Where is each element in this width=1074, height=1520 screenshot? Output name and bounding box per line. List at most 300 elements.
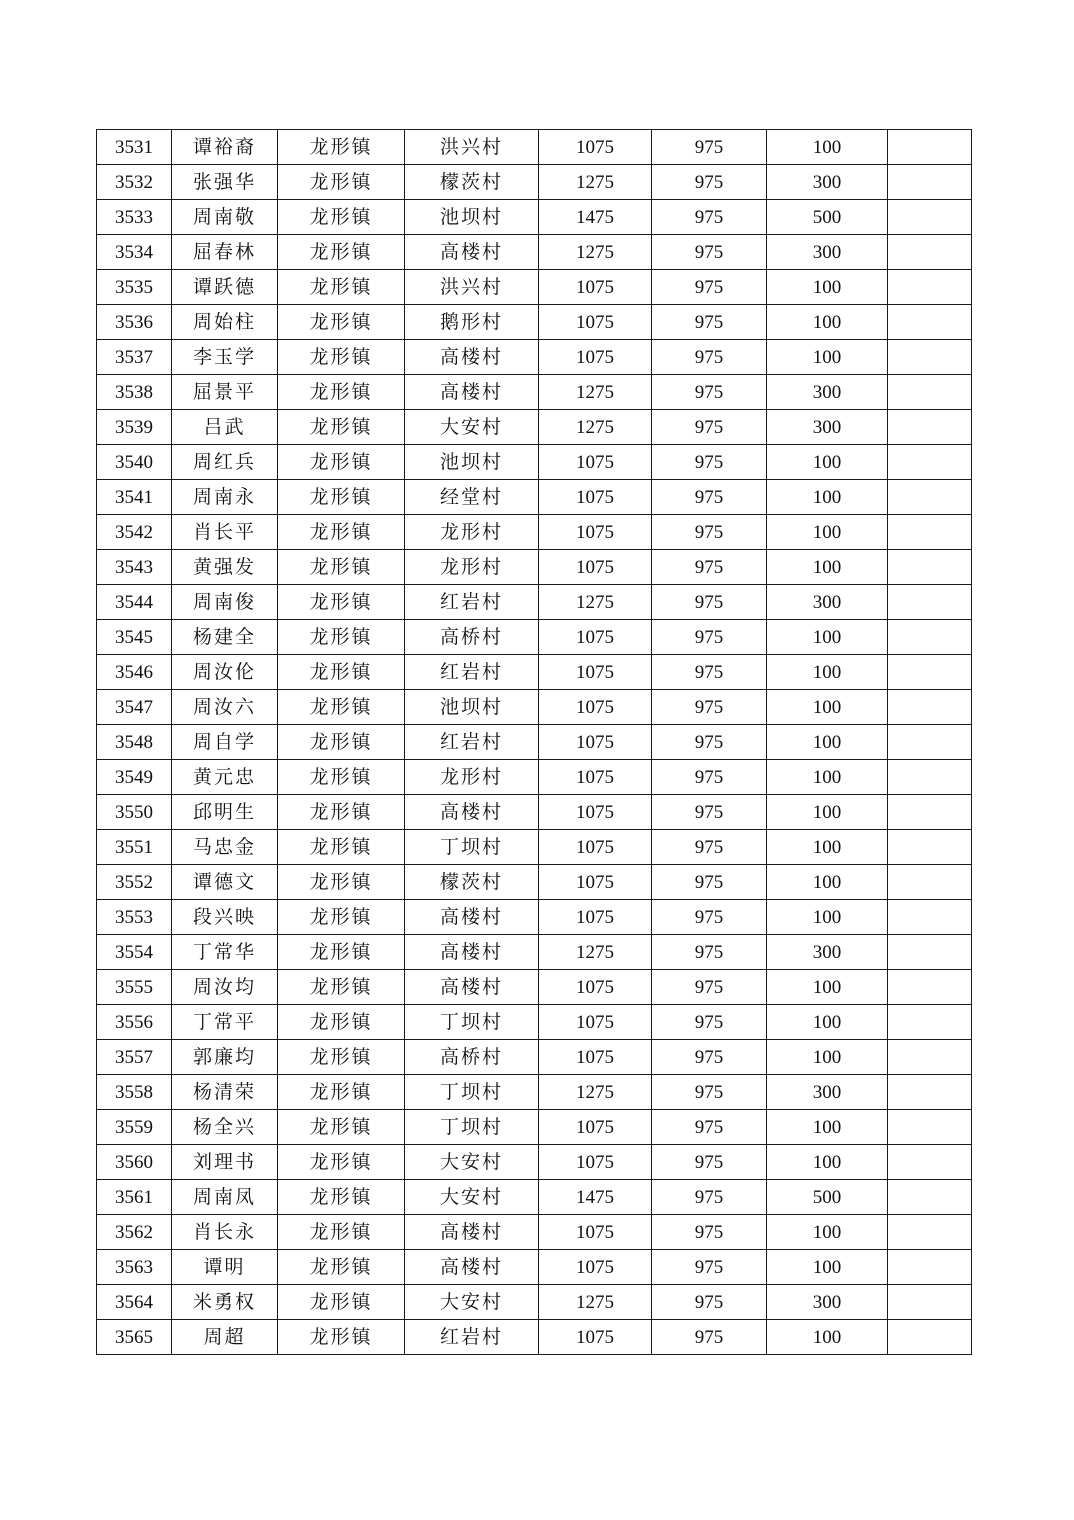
record-number: 3555 [97,970,172,1005]
person-name: 马忠金 [172,830,278,865]
village-name: 红岩村 [405,725,539,760]
village-name: 檬茨村 [405,865,539,900]
note-cell [888,725,972,760]
table-row [97,1215,972,1250]
table-row [97,1250,972,1285]
base-amount: 975 [652,130,767,165]
base-amount: 975 [652,550,767,585]
total-amount: 1275 [539,935,652,970]
extra-amount: 500 [767,1180,888,1215]
town-name: 龙形镇 [278,1180,405,1215]
total-amount: 1075 [539,830,652,865]
table-row [97,655,972,690]
village-name: 丁坝村 [405,1110,539,1145]
extra-amount: 100 [767,130,888,165]
town-name: 龙形镇 [278,1005,405,1040]
base-amount: 975 [652,1180,767,1215]
village-name: 龙形村 [405,760,539,795]
note-cell [888,130,972,165]
base-amount: 975 [652,1250,767,1285]
note-cell [888,585,972,620]
person-name: 杨建全 [172,620,278,655]
extra-amount: 100 [767,270,888,305]
town-name: 龙形镇 [278,515,405,550]
note-cell [888,165,972,200]
record-number: 3547 [97,690,172,725]
table-row [97,935,972,970]
total-amount: 1275 [539,410,652,445]
total-amount: 1075 [539,1040,652,1075]
town-name: 龙形镇 [278,935,405,970]
total-amount: 1075 [539,900,652,935]
person-name: 周南凤 [172,1180,278,1215]
record-number: 3551 [97,830,172,865]
note-cell [888,1285,972,1320]
town-name: 龙形镇 [278,305,405,340]
base-amount: 975 [652,340,767,375]
base-amount: 975 [652,410,767,445]
extra-amount: 100 [767,795,888,830]
total-amount: 1275 [539,585,652,620]
extra-amount: 100 [767,690,888,725]
total-amount: 1275 [539,235,652,270]
table-row [97,515,972,550]
record-number: 3550 [97,795,172,830]
extra-amount: 100 [767,1040,888,1075]
table-row [97,830,972,865]
person-name: 周自学 [172,725,278,760]
base-amount: 975 [652,165,767,200]
town-name: 龙形镇 [278,1250,405,1285]
note-cell [888,235,972,270]
town-name: 龙形镇 [278,655,405,690]
base-amount: 975 [652,795,767,830]
base-amount: 975 [652,830,767,865]
base-amount: 975 [652,1005,767,1040]
village-name: 龙形村 [405,515,539,550]
extra-amount: 300 [767,375,888,410]
table-row [97,725,972,760]
village-name: 高楼村 [405,900,539,935]
village-name: 高楼村 [405,235,539,270]
person-name: 周红兵 [172,445,278,480]
extra-amount: 300 [767,1075,888,1110]
base-amount: 975 [652,1215,767,1250]
note-cell [888,935,972,970]
record-number: 3531 [97,130,172,165]
town-name: 龙形镇 [278,725,405,760]
note-cell [888,795,972,830]
record-number: 3548 [97,725,172,760]
person-name: 黄强发 [172,550,278,585]
table-row [97,270,972,305]
village-name: 丁坝村 [405,830,539,865]
person-name: 吕武 [172,410,278,445]
total-amount: 1075 [539,690,652,725]
extra-amount: 300 [767,165,888,200]
person-name: 肖长永 [172,1215,278,1250]
town-name: 龙形镇 [278,270,405,305]
person-name: 周汝六 [172,690,278,725]
extra-amount: 100 [767,1005,888,1040]
base-amount: 975 [652,725,767,760]
record-number: 3542 [97,515,172,550]
person-name: 屈春林 [172,235,278,270]
person-name: 邱明生 [172,795,278,830]
extra-amount: 100 [767,900,888,935]
record-number: 3560 [97,1145,172,1180]
record-number: 3532 [97,165,172,200]
village-name: 大安村 [405,410,539,445]
base-amount: 975 [652,270,767,305]
base-amount: 975 [652,585,767,620]
person-name: 段兴映 [172,900,278,935]
table-row [97,445,972,480]
person-name: 谭德文 [172,865,278,900]
note-cell [888,305,972,340]
total-amount: 1075 [539,1110,652,1145]
village-name: 丁坝村 [405,1075,539,1110]
record-number: 3554 [97,935,172,970]
extra-amount: 100 [767,1110,888,1145]
village-name: 池坝村 [405,690,539,725]
extra-amount: 100 [767,865,888,900]
note-cell [888,1320,972,1355]
village-name: 池坝村 [405,200,539,235]
base-amount: 975 [652,970,767,1005]
person-name: 谭明 [172,1250,278,1285]
village-name: 大安村 [405,1180,539,1215]
base-amount: 975 [652,935,767,970]
note-cell [888,200,972,235]
town-name: 龙形镇 [278,830,405,865]
note-cell [888,1075,972,1110]
town-name: 龙形镇 [278,1075,405,1110]
village-name: 高桥村 [405,1040,539,1075]
base-amount: 975 [652,1320,767,1355]
village-name: 洪兴村 [405,270,539,305]
note-cell [888,550,972,585]
extra-amount: 100 [767,1145,888,1180]
table-row [97,1320,972,1355]
extra-amount: 300 [767,235,888,270]
town-name: 龙形镇 [278,550,405,585]
total-amount: 1275 [539,375,652,410]
record-number: 3564 [97,1285,172,1320]
person-name: 周始柱 [172,305,278,340]
extra-amount: 300 [767,410,888,445]
table-row [97,200,972,235]
total-amount: 1075 [539,970,652,1005]
note-cell [888,865,972,900]
record-number: 3545 [97,620,172,655]
table-row [97,165,972,200]
table-row [97,375,972,410]
person-name: 黄元忠 [172,760,278,795]
note-cell [888,1005,972,1040]
base-amount: 975 [652,200,767,235]
note-cell [888,900,972,935]
person-name: 肖长平 [172,515,278,550]
total-amount: 1075 [539,550,652,585]
record-number: 3557 [97,1040,172,1075]
note-cell [888,690,972,725]
town-name: 龙形镇 [278,760,405,795]
total-amount: 1075 [539,1145,652,1180]
village-name: 红岩村 [405,655,539,690]
record-number: 3536 [97,305,172,340]
record-number: 3561 [97,1180,172,1215]
town-name: 龙形镇 [278,130,405,165]
total-amount: 1075 [539,445,652,480]
village-name: 龙形村 [405,550,539,585]
base-amount: 975 [652,480,767,515]
extra-amount: 100 [767,1215,888,1250]
village-name: 池坝村 [405,445,539,480]
note-cell [888,1215,972,1250]
record-number: 3553 [97,900,172,935]
total-amount: 1075 [539,130,652,165]
person-name: 周汝均 [172,970,278,1005]
table-row [97,620,972,655]
table-row [97,235,972,270]
note-cell [888,760,972,795]
record-number: 3552 [97,865,172,900]
town-name: 龙形镇 [278,480,405,515]
record-number: 3533 [97,200,172,235]
total-amount: 1075 [539,760,652,795]
table-row [97,480,972,515]
total-amount: 1075 [539,305,652,340]
table-row [97,550,972,585]
record-number: 3565 [97,1320,172,1355]
note-cell [888,1145,972,1180]
village-name: 洪兴村 [405,130,539,165]
record-number: 3544 [97,585,172,620]
table-row [97,1145,972,1180]
note-cell [888,375,972,410]
roster-body [97,130,972,1355]
base-amount: 975 [652,1145,767,1180]
table-row [97,865,972,900]
record-number: 3541 [97,480,172,515]
table-row [97,585,972,620]
person-name: 屈景平 [172,375,278,410]
record-number: 3556 [97,1005,172,1040]
table-row [97,1075,972,1110]
note-cell [888,970,972,1005]
town-name: 龙形镇 [278,375,405,410]
record-number: 3563 [97,1250,172,1285]
person-name: 杨全兴 [172,1110,278,1145]
extra-amount: 300 [767,935,888,970]
extra-amount: 100 [767,725,888,760]
note-cell [888,410,972,445]
table-row [97,1285,972,1320]
village-name: 高楼村 [405,1215,539,1250]
town-name: 龙形镇 [278,690,405,725]
total-amount: 1075 [539,865,652,900]
extra-amount: 100 [767,655,888,690]
extra-amount: 100 [767,550,888,585]
total-amount: 1075 [539,340,652,375]
base-amount: 975 [652,760,767,795]
table-row [97,305,972,340]
table-row [97,410,972,445]
total-amount: 1275 [539,1285,652,1320]
town-name: 龙形镇 [278,1145,405,1180]
table-row [97,1180,972,1215]
roster-table [96,129,972,1355]
note-cell [888,480,972,515]
note-cell [888,1110,972,1145]
village-name: 高桥村 [405,620,539,655]
town-name: 龙形镇 [278,1285,405,1320]
record-number: 3549 [97,760,172,795]
table-row [97,690,972,725]
person-name: 周超 [172,1320,278,1355]
village-name: 高楼村 [405,795,539,830]
extra-amount: 100 [767,620,888,655]
base-amount: 975 [652,655,767,690]
base-amount: 975 [652,515,767,550]
record-number: 3559 [97,1110,172,1145]
person-name: 张强华 [172,165,278,200]
table-row [97,760,972,795]
total-amount: 1075 [539,1005,652,1040]
record-number: 3562 [97,1215,172,1250]
person-name: 郭廉均 [172,1040,278,1075]
extra-amount: 300 [767,585,888,620]
record-number: 3534 [97,235,172,270]
extra-amount: 500 [767,200,888,235]
base-amount: 975 [652,1040,767,1075]
town-name: 龙形镇 [278,865,405,900]
person-name: 谭裕裔 [172,130,278,165]
record-number: 3543 [97,550,172,585]
extra-amount: 100 [767,515,888,550]
base-amount: 975 [652,1285,767,1320]
note-cell [888,655,972,690]
person-name: 周南俊 [172,585,278,620]
base-amount: 975 [652,620,767,655]
base-amount: 975 [652,1075,767,1110]
person-name: 丁常平 [172,1005,278,1040]
village-name: 高楼村 [405,970,539,1005]
total-amount: 1075 [539,620,652,655]
table-row [97,970,972,1005]
record-number: 3540 [97,445,172,480]
extra-amount: 100 [767,760,888,795]
person-name: 杨清荣 [172,1075,278,1110]
person-name: 米勇权 [172,1285,278,1320]
record-number: 3535 [97,270,172,305]
village-name: 高楼村 [405,340,539,375]
base-amount: 975 [652,375,767,410]
base-amount: 975 [652,690,767,725]
total-amount: 1275 [539,1075,652,1110]
person-name: 周汝伦 [172,655,278,690]
village-name: 高楼村 [405,935,539,970]
table-row [97,1040,972,1075]
note-cell [888,270,972,305]
table-row [97,340,972,375]
extra-amount: 100 [767,480,888,515]
total-amount: 1075 [539,515,652,550]
person-name: 周南敬 [172,200,278,235]
note-cell [888,445,972,480]
town-name: 龙形镇 [278,1040,405,1075]
village-name: 大安村 [405,1145,539,1180]
village-name: 红岩村 [405,585,539,620]
town-name: 龙形镇 [278,1320,405,1355]
extra-amount: 100 [767,305,888,340]
record-number: 3538 [97,375,172,410]
town-name: 龙形镇 [278,235,405,270]
table-row [97,795,972,830]
person-name: 丁常华 [172,935,278,970]
total-amount: 1075 [539,1215,652,1250]
village-name: 檬茨村 [405,165,539,200]
total-amount: 1475 [539,200,652,235]
extra-amount: 100 [767,445,888,480]
town-name: 龙形镇 [278,165,405,200]
person-name: 李玉学 [172,340,278,375]
town-name: 龙形镇 [278,1215,405,1250]
note-cell [888,515,972,550]
base-amount: 975 [652,865,767,900]
note-cell [888,1180,972,1215]
base-amount: 975 [652,1110,767,1145]
total-amount: 1075 [539,655,652,690]
table-row [97,1110,972,1145]
base-amount: 975 [652,900,767,935]
extra-amount: 100 [767,830,888,865]
town-name: 龙形镇 [278,445,405,480]
extra-amount: 100 [767,340,888,375]
total-amount: 1075 [539,795,652,830]
village-name: 经堂村 [405,480,539,515]
record-number: 3546 [97,655,172,690]
note-cell [888,340,972,375]
base-amount: 975 [652,305,767,340]
note-cell [888,830,972,865]
extra-amount: 100 [767,1250,888,1285]
table-row [97,130,972,165]
town-name: 龙形镇 [278,1110,405,1145]
village-name: 高楼村 [405,375,539,410]
extra-amount: 100 [767,1320,888,1355]
total-amount: 1075 [539,1250,652,1285]
record-number: 3539 [97,410,172,445]
extra-amount: 100 [767,970,888,1005]
town-name: 龙形镇 [278,200,405,235]
town-name: 龙形镇 [278,585,405,620]
town-name: 龙形镇 [278,795,405,830]
person-name: 周南永 [172,480,278,515]
town-name: 龙形镇 [278,970,405,1005]
village-name: 鹅形村 [405,305,539,340]
note-cell [888,620,972,655]
town-name: 龙形镇 [278,340,405,375]
total-amount: 1075 [539,1320,652,1355]
record-number: 3558 [97,1075,172,1110]
person-name: 谭跃德 [172,270,278,305]
record-number: 3537 [97,340,172,375]
total-amount: 1075 [539,480,652,515]
total-amount: 1075 [539,270,652,305]
town-name: 龙形镇 [278,410,405,445]
